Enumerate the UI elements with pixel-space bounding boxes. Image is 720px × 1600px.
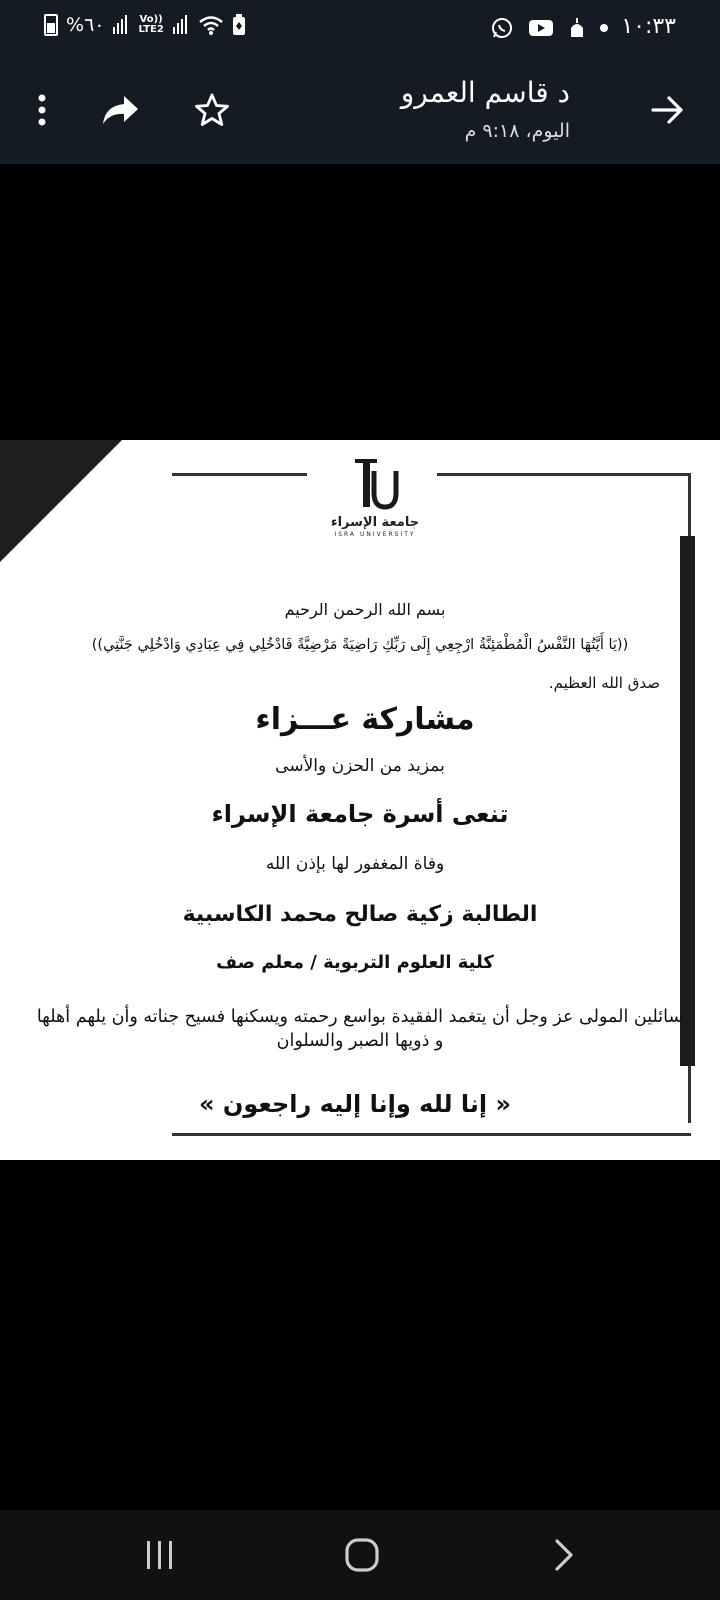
- recent-apps-button[interactable]: [130, 1528, 190, 1582]
- isra-logo-mark: [345, 455, 405, 511]
- star-icon: [194, 92, 230, 128]
- battery-percent: %٦٠: [66, 14, 105, 36]
- condolence-image[interactable]: [0, 440, 720, 1160]
- notification-dot: [600, 24, 608, 32]
- prayer-text: سائلين المولى عز وجل أن يتغمد الفقيدة بواسع رحمته ويسكنها فسيح جناته وأن يلهم أهلها و ذويها الصبر والسلوان: [36, 1007, 684, 1051]
- inna-lillah-text: « إنا لله وإنا إليه راجعون »: [199, 1090, 511, 1118]
- home-button[interactable]: [332, 1528, 392, 1582]
- sender-name: د قاسم العمرو: [400, 76, 570, 109]
- frame-line-top-right: [437, 473, 691, 476]
- sadaq-text: صدق الله العظيم.: [548, 674, 660, 692]
- mourns-line: تنعى أسرة جامعة الإسراء: [211, 800, 509, 828]
- share-forward-icon: [100, 94, 140, 126]
- mosque-icon: [568, 18, 586, 38]
- back-nav-button[interactable]: [534, 1528, 594, 1582]
- lte-label: LTE2: [138, 24, 164, 35]
- battery-icon: [44, 14, 58, 36]
- corner-triangle: [0, 440, 122, 562]
- quran-verse: ((يَا أَيَّتُهَا النَّفْسُ الْمُطْمَئِنَّةُ ارْجِعِي إِلَى رَبِّكِ رَاضِيَةً مَرْضِيَّةً فَادْخُلِي فِي عِبَادِي وَادْخُلِي جَنَّتِي)): [91, 637, 629, 653]
- bismillah-text: بسم الله الرحمن الرحيم: [284, 600, 446, 619]
- status-time: ١٠:٣٣: [621, 14, 676, 39]
- status-left-icons: [44, 14, 246, 36]
- more-vertical-icon: [37, 93, 47, 127]
- youtube-icon: [528, 18, 554, 38]
- forward-button[interactable]: [92, 82, 148, 138]
- signal-icon-2: [172, 15, 190, 35]
- signal-icon: [112, 15, 130, 35]
- faculty-line: كلية العلوم التربوية / معلم صف: [216, 952, 494, 973]
- system-nav-bar: [0, 1510, 720, 1600]
- frame-line-top-left: [172, 473, 307, 476]
- more-options-button[interactable]: [14, 82, 70, 138]
- whatsapp-icon: [490, 16, 514, 40]
- sent-time: اليوم، ٩:١٨ م: [464, 120, 570, 142]
- death-line: وفاة المغفور لها بإذن الله: [265, 854, 445, 874]
- network-indicator: [138, 15, 163, 35]
- condolence-title: مشاركة عـــزاء: [255, 702, 475, 737]
- home-icon: [344, 1537, 380, 1573]
- back-button[interactable]: [640, 82, 696, 138]
- viewer-header: [0, 56, 720, 164]
- star-button[interactable]: [184, 82, 240, 138]
- university-logo: [320, 455, 430, 550]
- arrow-right-icon: [651, 95, 685, 125]
- volte-label: Vo)): [139, 14, 163, 25]
- recent-apps-icon: [143, 1539, 177, 1571]
- grief-line: بمزيد من الحزن والأسى: [275, 756, 445, 776]
- chevron-right-icon: [552, 1538, 576, 1572]
- status-bar: [0, 0, 720, 56]
- student-name: الطالبة زكية صالح محمد الكاسبية: [182, 902, 538, 927]
- frame-line-bottom: [172, 1133, 691, 1136]
- battery-saver-icon: [232, 14, 246, 36]
- logo-english-text: ISRA UNIVERSITY: [334, 531, 416, 538]
- frame-thick-bar: [680, 536, 695, 1066]
- status-right-icons: [490, 16, 608, 40]
- wifi-icon: [198, 14, 224, 36]
- logo-arabic-text: جامعة الإسراء: [330, 515, 420, 530]
